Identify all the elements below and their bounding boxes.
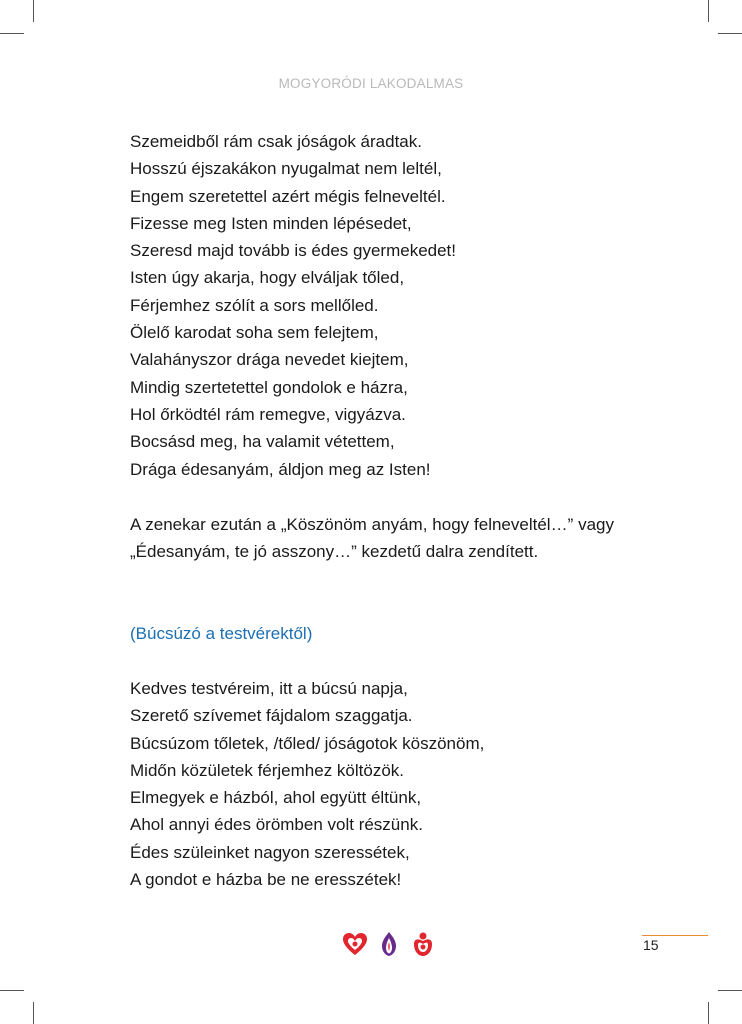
poem-line: Szemeidből rám csak jóságok áradtak. <box>130 132 422 151</box>
poem-line: Kedves testvéreim, itt a búcsú napja, <box>130 679 408 698</box>
crop-mark-bottom-right-v <box>708 1002 709 1024</box>
footer-rule <box>642 935 708 936</box>
poem-line: Bocsásd meg, ha valamit vétettem, <box>130 432 395 452</box>
crop-mark-top-right-v <box>708 0 709 22</box>
poem-line: Fizesse meg Isten minden lépésedet, <box>130 213 412 233</box>
poem-line: Mindig szertetettel gondolok e házra, <box>130 377 408 397</box>
running-head: MOGYORÓDI LAKODALMAS <box>278 76 464 91</box>
poem-line: Ahol annyi édes örömben volt részünk. <box>130 815 423 835</box>
poem-farewell-mother <box>130 128 630 483</box>
section-title: (Búcsúzó a testvérektől) <box>130 624 313 643</box>
poem-line: Édes szüleinket nagyon szeressétek, <box>130 842 410 862</box>
poem-farewell-siblings <box>130 675 630 893</box>
poem-line: Hosszú éjszakákon nyugalmat nem leltél, <box>130 159 442 179</box>
poem-line: A gondot e házba be ne eresszétek! <box>130 870 402 890</box>
poem-line: Valahányszor drága nevedet kiejtem, <box>130 350 409 370</box>
crop-mark-bottom-left-v <box>33 1002 34 1024</box>
crop-mark-top-right-h <box>718 33 742 34</box>
poem-line: Drága édesanyám, áldjon meg az Isten! <box>130 459 431 479</box>
poem-line: Midőn közületek férjemhez költözök. <box>130 760 405 780</box>
crop-mark-top-left-h <box>0 33 24 34</box>
crop-mark-bottom-right-h <box>718 990 742 991</box>
tulip-ornament-icon <box>376 930 402 958</box>
poem-line: Szeresd majd tovább is édes gyermekedet! <box>130 241 457 261</box>
footer-ornaments <box>342 930 436 958</box>
crop-mark-bottom-left-h <box>0 990 24 991</box>
poem-line: Búcsúzom tőletek, /tőled/ jóságotok köszönöm, <box>130 733 485 753</box>
poem-line: Szerető szívemet fájdalom szaggatja. <box>130 706 413 726</box>
poem-line: Elmegyek e házból, ahol együtt éltünk, <box>130 788 422 808</box>
prose-paragraph: A zenekar ezután a „Köszönöm anyám, hogy felneveltél…” vagy „Édesanyám, te jó asszony…” kezdetű dalra zendített. <box>130 515 614 562</box>
poem-line: Engem szeretettel azért mégis felneveltél. <box>130 186 446 206</box>
heart-ornament-icon <box>342 930 368 958</box>
flower-ornament-icon <box>410 930 436 958</box>
crop-mark-top-left-v <box>33 0 34 22</box>
poem-line: Ölelő karodat soha sem felejtem, <box>130 323 379 343</box>
poem-line: Hol őrködtél rám remegve, vigyázva. <box>130 404 406 424</box>
poem-line: Isten úgy akarja, hogy elváljak tőled, <box>130 268 405 288</box>
page-number: 15 <box>643 937 659 953</box>
poem-line: Férjemhez szólít a sors mellőled. <box>130 295 379 315</box>
